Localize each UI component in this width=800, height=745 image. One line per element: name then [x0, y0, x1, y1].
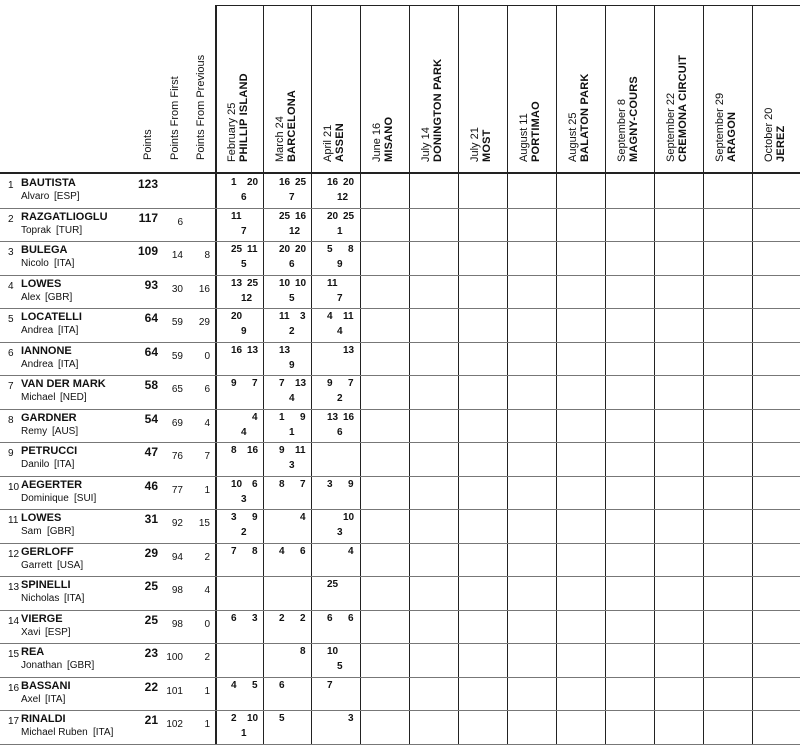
round-header	[665, 55, 689, 162]
rider-position: 6	[8, 347, 14, 359]
rider-surname: REA	[21, 646, 45, 658]
rider-position: 12	[8, 548, 20, 560]
race1-points: 16	[231, 344, 243, 356]
round-header	[274, 90, 298, 162]
race1-points: 6	[231, 612, 237, 624]
race1-points: 6	[327, 612, 333, 624]
rider-firstname: Michael	[21, 392, 56, 403]
points-from-first: 14	[171, 250, 183, 261]
round-circuit: PHILLIP ISLAND	[238, 73, 250, 162]
race2-points: 9	[252, 512, 258, 523]
points-from-previous: 1	[204, 685, 210, 697]
rider-firstname: Dominique	[21, 492, 69, 504]
rider-points: 22	[144, 679, 158, 694]
race2-points: 16	[343, 411, 355, 423]
race1-points: 9	[231, 378, 237, 389]
race2-points: 9	[348, 478, 354, 490]
round-header	[420, 59, 444, 162]
rider-firstname: Alvaro	[21, 191, 50, 202]
points-from-previous: 16	[198, 283, 210, 295]
rider-firstname: Michael Ruben	[21, 727, 88, 738]
round-circuit: BALATON PARK	[579, 73, 591, 162]
race2-points: 11	[295, 445, 306, 456]
race1-points: 5	[327, 244, 333, 255]
rider-points: 117	[138, 210, 158, 225]
rider-nationality: [ITA]	[54, 459, 75, 470]
rider-surname: GERLOFF	[21, 545, 74, 558]
rider-position: 3	[8, 247, 14, 258]
rider-points: 23	[144, 646, 158, 660]
rider-surname: LOCATELLI	[21, 311, 82, 323]
round-header	[371, 117, 395, 162]
rider-nationality: [NED]	[60, 392, 87, 403]
points-header-label: Points	[142, 129, 154, 160]
round-circuit: ARAGON	[726, 111, 738, 162]
points-from-first: 98	[171, 618, 183, 630]
rider-points: 47	[144, 445, 158, 459]
points-from-previous: 1	[204, 484, 210, 496]
race1-points: 3	[231, 512, 237, 523]
race2-points: 4	[300, 512, 306, 523]
points-from-previous: 2	[204, 551, 210, 563]
points-from-previous: 7	[204, 451, 210, 462]
race1-points: 7	[327, 679, 333, 691]
superpole-points: 9	[289, 359, 295, 371]
rider-firstname: Andrea	[21, 358, 54, 370]
race2-points: 11	[247, 244, 258, 255]
race1-points: 16	[279, 177, 291, 188]
rider-position: 5	[8, 314, 14, 325]
round-circuit: ASSEN	[334, 123, 346, 162]
round-circuit: MOST	[481, 129, 493, 162]
race1-points: 4	[327, 311, 333, 322]
race1-points: 10	[231, 478, 243, 490]
rider-points: 64	[144, 344, 158, 359]
race1-points: 2	[279, 612, 285, 624]
race1-points: 6	[279, 679, 285, 691]
race2-points: 6	[252, 478, 258, 490]
race2-points: 11	[343, 311, 354, 322]
rider-nationality: [GBR]	[47, 526, 75, 537]
superpole-points: 3	[289, 460, 295, 471]
race1-points: 11	[279, 311, 290, 322]
rider-firstname: Nicolo	[21, 258, 49, 269]
table-row	[0, 509, 800, 543]
superpole-points: 7	[241, 225, 247, 237]
superpole-points: 5	[289, 292, 295, 304]
round-circuit: DONINGTON PARK	[432, 58, 444, 162]
round-date: September 22	[665, 92, 677, 162]
round-circuit: CREMONA CIRCUIT	[677, 54, 689, 162]
race2-points: 7	[252, 378, 258, 389]
rider-nationality: [ITA]	[93, 727, 114, 738]
superpole-points: 6	[241, 192, 247, 203]
rider-points: 54	[144, 411, 158, 426]
rider-points: 31	[144, 512, 158, 526]
rider-surname: PETRUCCI	[21, 445, 78, 457]
race2-points: 20	[295, 244, 307, 255]
superpole-points: 4	[337, 326, 343, 337]
race1-points: 10	[327, 646, 339, 657]
rider-nationality: [ITA]	[58, 325, 79, 336]
race2-points: 20	[247, 177, 259, 188]
round-date: August 25	[567, 112, 579, 162]
race1-points: 20	[231, 311, 243, 322]
rider-surname: AEGERTER	[21, 478, 83, 491]
table-row	[0, 241, 800, 275]
superpole-points: 6	[337, 426, 343, 438]
race1-points: 7	[279, 378, 285, 389]
race1-points: 3	[327, 478, 333, 490]
points-from-first: 30	[171, 283, 183, 295]
rider-firstname: Nicholas	[21, 593, 60, 604]
rider-position: 4	[8, 280, 14, 292]
race1-points: 4	[231, 679, 237, 691]
race2-points: 9	[300, 411, 306, 423]
rider-firstname: Toprak	[21, 224, 52, 236]
race1-points: 16	[327, 177, 339, 188]
race2-points: 16	[247, 445, 259, 456]
race2-points: 7	[300, 478, 306, 490]
points-from-previous: 1	[204, 719, 210, 730]
round-date: September 29	[714, 92, 726, 162]
superpole-points: 12	[337, 192, 349, 203]
race1-points: 13	[279, 344, 291, 356]
points-from-first: 101	[166, 685, 183, 697]
race1-points: 7	[231, 545, 237, 557]
rider-points: 21	[144, 713, 158, 727]
table-row	[0, 543, 800, 577]
rider-points: 29	[144, 545, 158, 560]
race2-points: 6	[300, 545, 306, 557]
rider-firstname: Xavi	[21, 626, 41, 638]
race1-points: 2	[231, 713, 237, 724]
superpole-points: 1	[289, 426, 295, 438]
race1-points: 11	[327, 277, 338, 289]
rider-nationality: [ITA]	[58, 358, 79, 370]
points-from-previous: 2	[204, 652, 210, 663]
points-from-first: 98	[171, 585, 183, 596]
superpole-points: 1	[241, 728, 247, 739]
rider-position: 14	[8, 615, 20, 627]
table-row	[0, 275, 800, 309]
rider-nationality: [ITA]	[54, 258, 75, 269]
points-from-first: 65	[171, 384, 183, 395]
from-previous-header-label: Points From Previous	[195, 54, 207, 160]
race1-points: 1	[231, 177, 237, 188]
superpole-points: 2	[337, 393, 343, 404]
superpole-points: 2	[289, 326, 295, 337]
race1-points: 9	[327, 378, 333, 389]
rider-points: 25	[144, 579, 158, 593]
rider-firstname: Sam	[21, 526, 42, 537]
rider-position: 7	[8, 381, 14, 392]
rider-firstname: Danilo	[21, 459, 50, 470]
superpole-points: 3	[337, 527, 343, 538]
race1-points: 13	[327, 411, 339, 423]
race2-points: 25	[295, 177, 307, 188]
race2-points: 20	[343, 177, 355, 188]
superpole-points: 9	[241, 326, 247, 337]
points-from-first: 92	[171, 518, 183, 529]
rider-nationality: [USA]	[57, 559, 84, 571]
rider-surname: LOWES	[21, 512, 62, 524]
points-from-previous: 15	[198, 518, 210, 529]
round-date: July 14	[420, 127, 432, 162]
round-header	[518, 101, 542, 162]
points-from-first: 59	[171, 317, 183, 328]
superpole-points: 5	[337, 661, 343, 672]
round-date: February 25	[226, 102, 238, 162]
superpole-points: 4	[289, 393, 295, 404]
rider-position: 8	[8, 414, 14, 426]
race2-points: 25	[247, 277, 259, 289]
table-row	[0, 677, 800, 711]
table-row	[0, 409, 800, 443]
rider-nationality: [GBR]	[67, 660, 95, 671]
points-from-first: 100	[166, 652, 183, 663]
race2-points: 25	[343, 210, 355, 222]
points-from-previous: 4	[204, 417, 210, 429]
points-from-previous: 29	[198, 317, 210, 328]
superpole-points: 6	[289, 259, 295, 270]
rider-surname: BULEGA	[21, 244, 68, 256]
superpole-points: 1	[337, 225, 343, 237]
rider-position: 13	[8, 582, 20, 593]
race1-points: 8	[279, 478, 285, 490]
points-from-previous: 0	[204, 618, 210, 630]
superpole-points: 12	[289, 225, 301, 237]
rider-position: 11	[8, 515, 19, 526]
race1-points: 5	[279, 713, 285, 724]
rider-surname: BASSANI	[21, 679, 71, 692]
round-header	[616, 76, 640, 162]
race2-points: 10	[295, 277, 307, 289]
table-row	[0, 342, 800, 376]
race2-points: 3	[348, 713, 354, 724]
race1-points: 9	[279, 445, 285, 456]
race2-points: 2	[300, 612, 306, 624]
round-date: April 21	[322, 124, 334, 162]
round-circuit: MAGNY-COURS	[628, 76, 640, 162]
superpole-points: 9	[337, 259, 343, 270]
race1-points: 20	[327, 210, 339, 222]
superpole-points: 7	[337, 292, 343, 304]
race2-points: 4	[252, 411, 258, 423]
rider-position: 9	[8, 448, 14, 459]
round-header	[714, 93, 738, 162]
round-date: June 16	[371, 122, 383, 162]
race2-points: 3	[300, 311, 306, 322]
rider-firstname: Jonathan	[21, 660, 63, 671]
superpole-points: 7	[289, 192, 295, 203]
race2-points: 16	[295, 210, 307, 222]
rider-position: 1	[8, 180, 14, 191]
rider-points: 58	[144, 378, 158, 392]
table-row	[0, 710, 800, 744]
race2-points: 8	[300, 646, 306, 657]
rider-points: 25	[144, 612, 158, 627]
points-column-header	[141, 129, 154, 160]
rider-firstname: Remy	[21, 425, 48, 437]
table-row	[0, 208, 800, 242]
superpole-points: 2	[241, 527, 247, 538]
points-from-first: 77	[171, 484, 183, 496]
points-from-previous: 0	[204, 350, 210, 362]
round-date: July 21	[469, 127, 481, 162]
points-from-first: 94	[171, 551, 183, 563]
rider-points: 64	[144, 311, 158, 325]
round-date: August 11	[518, 113, 530, 162]
round-date: September 8	[616, 99, 628, 162]
table-row	[0, 476, 800, 510]
round-circuit: BARCELONA	[286, 89, 298, 162]
round-circuit: PORTIMAO	[530, 101, 542, 162]
race1-points: 25	[327, 579, 339, 590]
rider-points: 109	[137, 244, 158, 258]
rider-surname: RAZGATLIOGLU	[21, 210, 108, 223]
race2-points: 4	[348, 545, 354, 557]
superpole-points: 3	[241, 493, 247, 505]
points-from-previous: 8	[204, 250, 210, 261]
rider-nationality: [TUR]	[56, 224, 83, 236]
race1-points: 25	[279, 210, 291, 222]
points-from-first: 102	[166, 719, 183, 730]
race2-points: 6	[348, 612, 354, 624]
round-header	[322, 123, 346, 162]
from-first-column-header	[168, 76, 181, 160]
rider-surname: IANNONE	[21, 344, 72, 357]
header-top-rule	[215, 5, 800, 6]
table-row	[0, 375, 800, 409]
race1-points: 11	[231, 210, 242, 222]
rider-firstname: Andrea	[21, 325, 54, 336]
race2-points: 10	[247, 713, 259, 724]
rider-position: 17	[8, 716, 20, 727]
race1-points: 4	[279, 545, 285, 557]
table-row	[0, 643, 800, 677]
rider-nationality: [ESP]	[45, 626, 71, 638]
rider-position: 10	[8, 481, 20, 493]
rider-surname: RINALDI	[21, 713, 66, 725]
points-from-previous: 6	[204, 384, 210, 395]
race1-points: 20	[279, 244, 291, 255]
race2-points: 8	[252, 545, 258, 557]
points-from-first: 69	[171, 417, 183, 429]
table-row	[0, 442, 800, 476]
table-row	[0, 610, 800, 644]
round-header	[226, 73, 250, 162]
table-row	[0, 308, 800, 342]
from-previous-column-header	[194, 55, 207, 160]
rider-position: 15	[8, 649, 20, 660]
rider-firstname: Garrett	[21, 559, 53, 571]
round-header	[763, 108, 787, 162]
race2-points: 3	[252, 612, 258, 624]
rider-nationality: [ITA]	[45, 693, 66, 705]
race1-points: 8	[231, 445, 237, 456]
points-from-first: 6	[177, 216, 183, 228]
points-from-first: 59	[171, 350, 183, 362]
rider-nationality: [GBR]	[45, 291, 73, 303]
round-header	[469, 127, 493, 162]
race2-points: 13	[295, 378, 307, 389]
rider-surname: VAN DER MARK	[21, 378, 106, 390]
rider-surname: SPINELLI	[21, 579, 71, 591]
points-from-previous: 4	[204, 585, 210, 596]
rider-points: 123	[137, 177, 158, 191]
rider-nationality: [ESP]	[54, 191, 80, 202]
rider-points: 93	[144, 277, 158, 292]
race2-points: 5	[252, 679, 258, 691]
rider-surname: GARDNER	[21, 411, 77, 424]
rider-nationality: [SUI]	[74, 492, 97, 504]
round-circuit: MISANO	[383, 116, 395, 162]
table-row	[0, 174, 800, 208]
race2-points: 8	[348, 244, 354, 255]
round-header	[567, 73, 591, 162]
race2-points: 13	[343, 344, 355, 356]
race1-points: 10	[279, 277, 291, 289]
round-date: March 24	[274, 116, 286, 162]
from-first-header-label: Points From First	[169, 76, 181, 160]
rider-surname: VIERGE	[21, 612, 63, 625]
race2-points: 10	[343, 512, 355, 523]
race2-points: 7	[348, 378, 354, 389]
rider-nationality: [ITA]	[64, 593, 85, 604]
superpole-points: 12	[241, 292, 253, 304]
superpole-points: 5	[241, 259, 247, 270]
race1-points: 25	[231, 244, 243, 255]
table-row	[0, 576, 800, 610]
superpole-points: 4	[241, 426, 247, 438]
race2-points: 13	[247, 344, 259, 356]
points-from-first: 76	[171, 451, 183, 462]
rider-surname: BAUTISTA	[21, 177, 76, 189]
race1-points: 1	[279, 411, 285, 423]
rider-nationality: [AUS]	[52, 425, 79, 437]
round-circuit: JEREZ	[775, 125, 787, 162]
rider-surname: LOWES	[21, 277, 62, 290]
round-date: October 20	[763, 107, 775, 162]
rider-firstname: Axel	[21, 693, 41, 705]
rider-points: 46	[144, 478, 158, 493]
rider-position: 16	[8, 682, 20, 694]
rider-firstname: Alex	[21, 291, 41, 303]
race1-points: 13	[231, 277, 243, 289]
rider-position: 2	[8, 213, 14, 225]
